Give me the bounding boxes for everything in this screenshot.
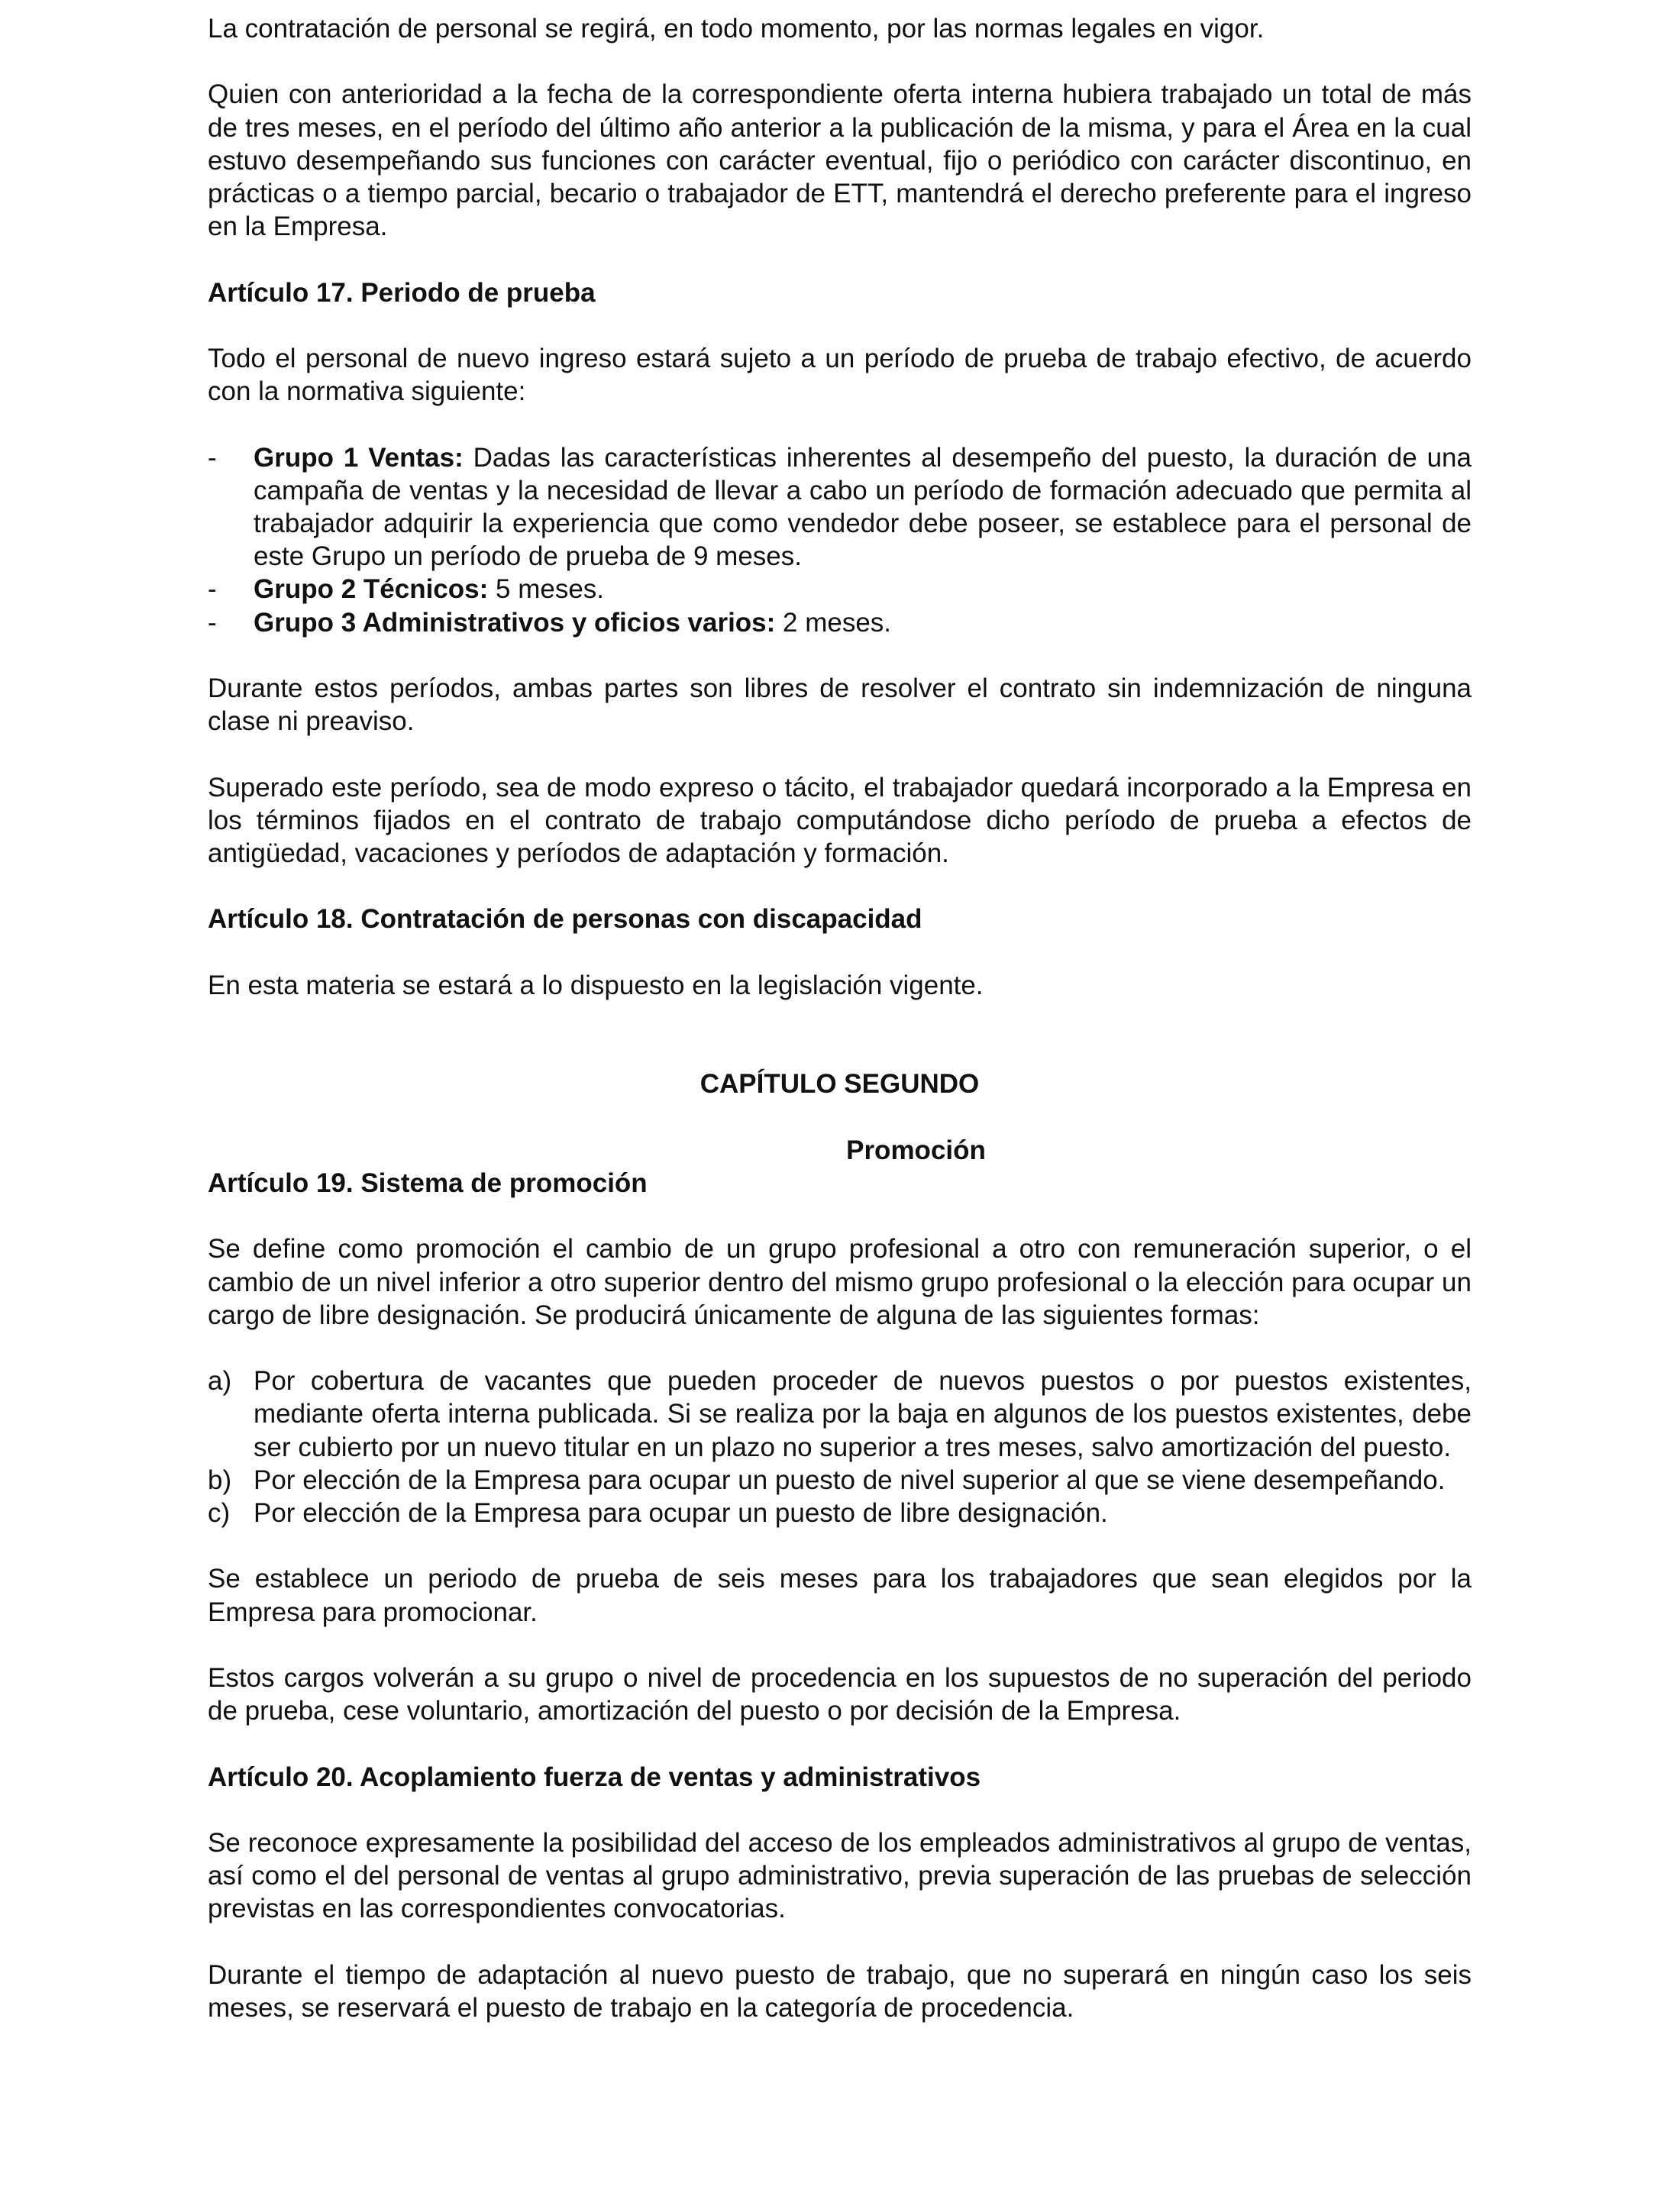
paragraph: Se reconoce expresamente la posibilidad del acceso de los empleados administrativos al grupo de ventas, así como el del personal de ventas al grupo administrativo, previa superación de las pruebas de selección previstas en las correspondientes convocatorias. [208,1827,1472,1924]
list-item-text: Por elección de la Empresa para ocupar un puesto de libre designación. [254,1497,1108,1528]
list-item-text: Por elección de la Empresa para ocupar un puesto de nivel superior al que se viene desempeñando. [254,1465,1446,1495]
list-item [208,606,1472,639]
document-page [208,12,1472,2057]
paragraph: En esta materia se estará a lo dispuesto en la legislación vigente. [208,970,984,1000]
list-item-label: Grupo 3 Administrativos y oficios varios: [254,607,776,638]
list-marker: a) [208,1366,232,1397]
article-18-heading: Artículo 18. Contratación de personas con discapacidad [208,904,922,935]
chapter-subtitle: Promoción [846,1135,986,1165]
list-marker: b) [208,1465,232,1495]
list-item-text: 5 meses. [488,574,605,605]
list-item-text: 2 meses. [775,607,892,638]
paragraph: Se establece un periodo de prueba de seis meses para los trabajadores que sean elegidos por la Empresa para promocionar. [208,1564,1472,1627]
list-dash: - [208,442,217,473]
paragraph: Durante estos períodos, ambas partes son libres de resolver el contrato sin indemnización de ninguna clase ni preaviso. [208,673,1472,737]
list-item-text: Por cobertura de vacantes que pueden proceder de nuevos puestos o por puestos existentes, mediante oferta interna publicada. Si se realiza por la baja en algunos de los puestos existentes, debe ser cubierto por un nuevo titular en un plazo no superior a tres meses, salvo amortización del puesto. [254,1366,1472,1462]
paragraph: La contratación de personal se regirá, en todo momento, por las normas legales en vigor. [208,14,1265,44]
paragraph: Durante el tiempo de adaptación al nuevo puesto de trabajo, que no superará en ningún caso los seis meses, se reservará el puesto de trabajo en la categoría de procedencia. [208,1959,1472,2023]
list-item [208,1497,1472,1529]
list-dash: - [208,574,217,605]
list-item [208,573,1472,606]
article-20-heading: Artículo 20. Acoplamiento fuerza de ventas y administrativos [208,1762,981,1792]
paragraph: Todo el personal de nuevo ingreso estará sujeto a un período de prueba de trabajo efectivo, de acuerdo con la normativa siguiente: [208,343,1472,407]
paragraph: Quien con anterioridad a la fecha de la correspondiente oferta interna hubiera trabajado un total de más de tres meses, en el período del último año anterior a la publicación de la misma, y para el Área en la cual estuvo desempeñando sus funciones con carácter eventual, fijo o periódico con carácter discontinuo, en prácticas o a tiempo parcial, becario o trabajador de ETT, mantendrá el derecho preferente para el ingreso en la Empresa. [208,79,1472,242]
list-marker: c) [208,1497,231,1528]
list-item-label: Grupo 2 Técnicos: [254,574,489,605]
paragraph: Superado este período, sea de modo expreso o tácito, el trabajador quedará incorporado a la Empresa en los términos fijados en el contrato de trabajo computándose dicho período de prueba a efectos de antigüedad, vacaciones y períodos de adaptación y formación. [208,772,1472,868]
probation-list [208,441,1472,639]
list-item [208,441,1472,573]
paragraph: Estos cargos volverán a su grupo o nivel de procedencia en los supuestos de no superación del periodo de prueba, cese voluntario, amortización del puesto o por decisión de la Empresa. [208,1662,1472,1726]
article-19-heading: Artículo 19. Sistema de promoción [208,1168,648,1198]
chapter-title: CAPÍTULO SEGUNDO [699,1069,980,1100]
list-dash: - [208,607,217,638]
list-item [208,1365,1472,1464]
article-17-heading: Artículo 17. Periodo de prueba [208,277,596,308]
list-item-label: Grupo 1 Ventas: [254,442,464,473]
paragraph: Se define como promoción el cambio de un grupo profesional a otro con remuneración superior, o el cambio de un nivel inferior a otro superior dentro del mismo grupo profesional o la elección para ocupar un cargo de libre designación. Se producirá únicamente de alguna de las siguientes formas: [208,1234,1472,1330]
list-item [208,1464,1472,1497]
list-item-text: Dadas las características inherentes al desempeño del puesto, la duración de una campaña de ventas y la necesidad de llevar a cabo un período de formación adecuado que permita al trabajador adquirir la experiencia que como vendedor debe poseer, se establece para el personal de este Grupo un período de prueba de 9 meses. [254,442,1472,572]
promotion-list [208,1365,1472,1529]
